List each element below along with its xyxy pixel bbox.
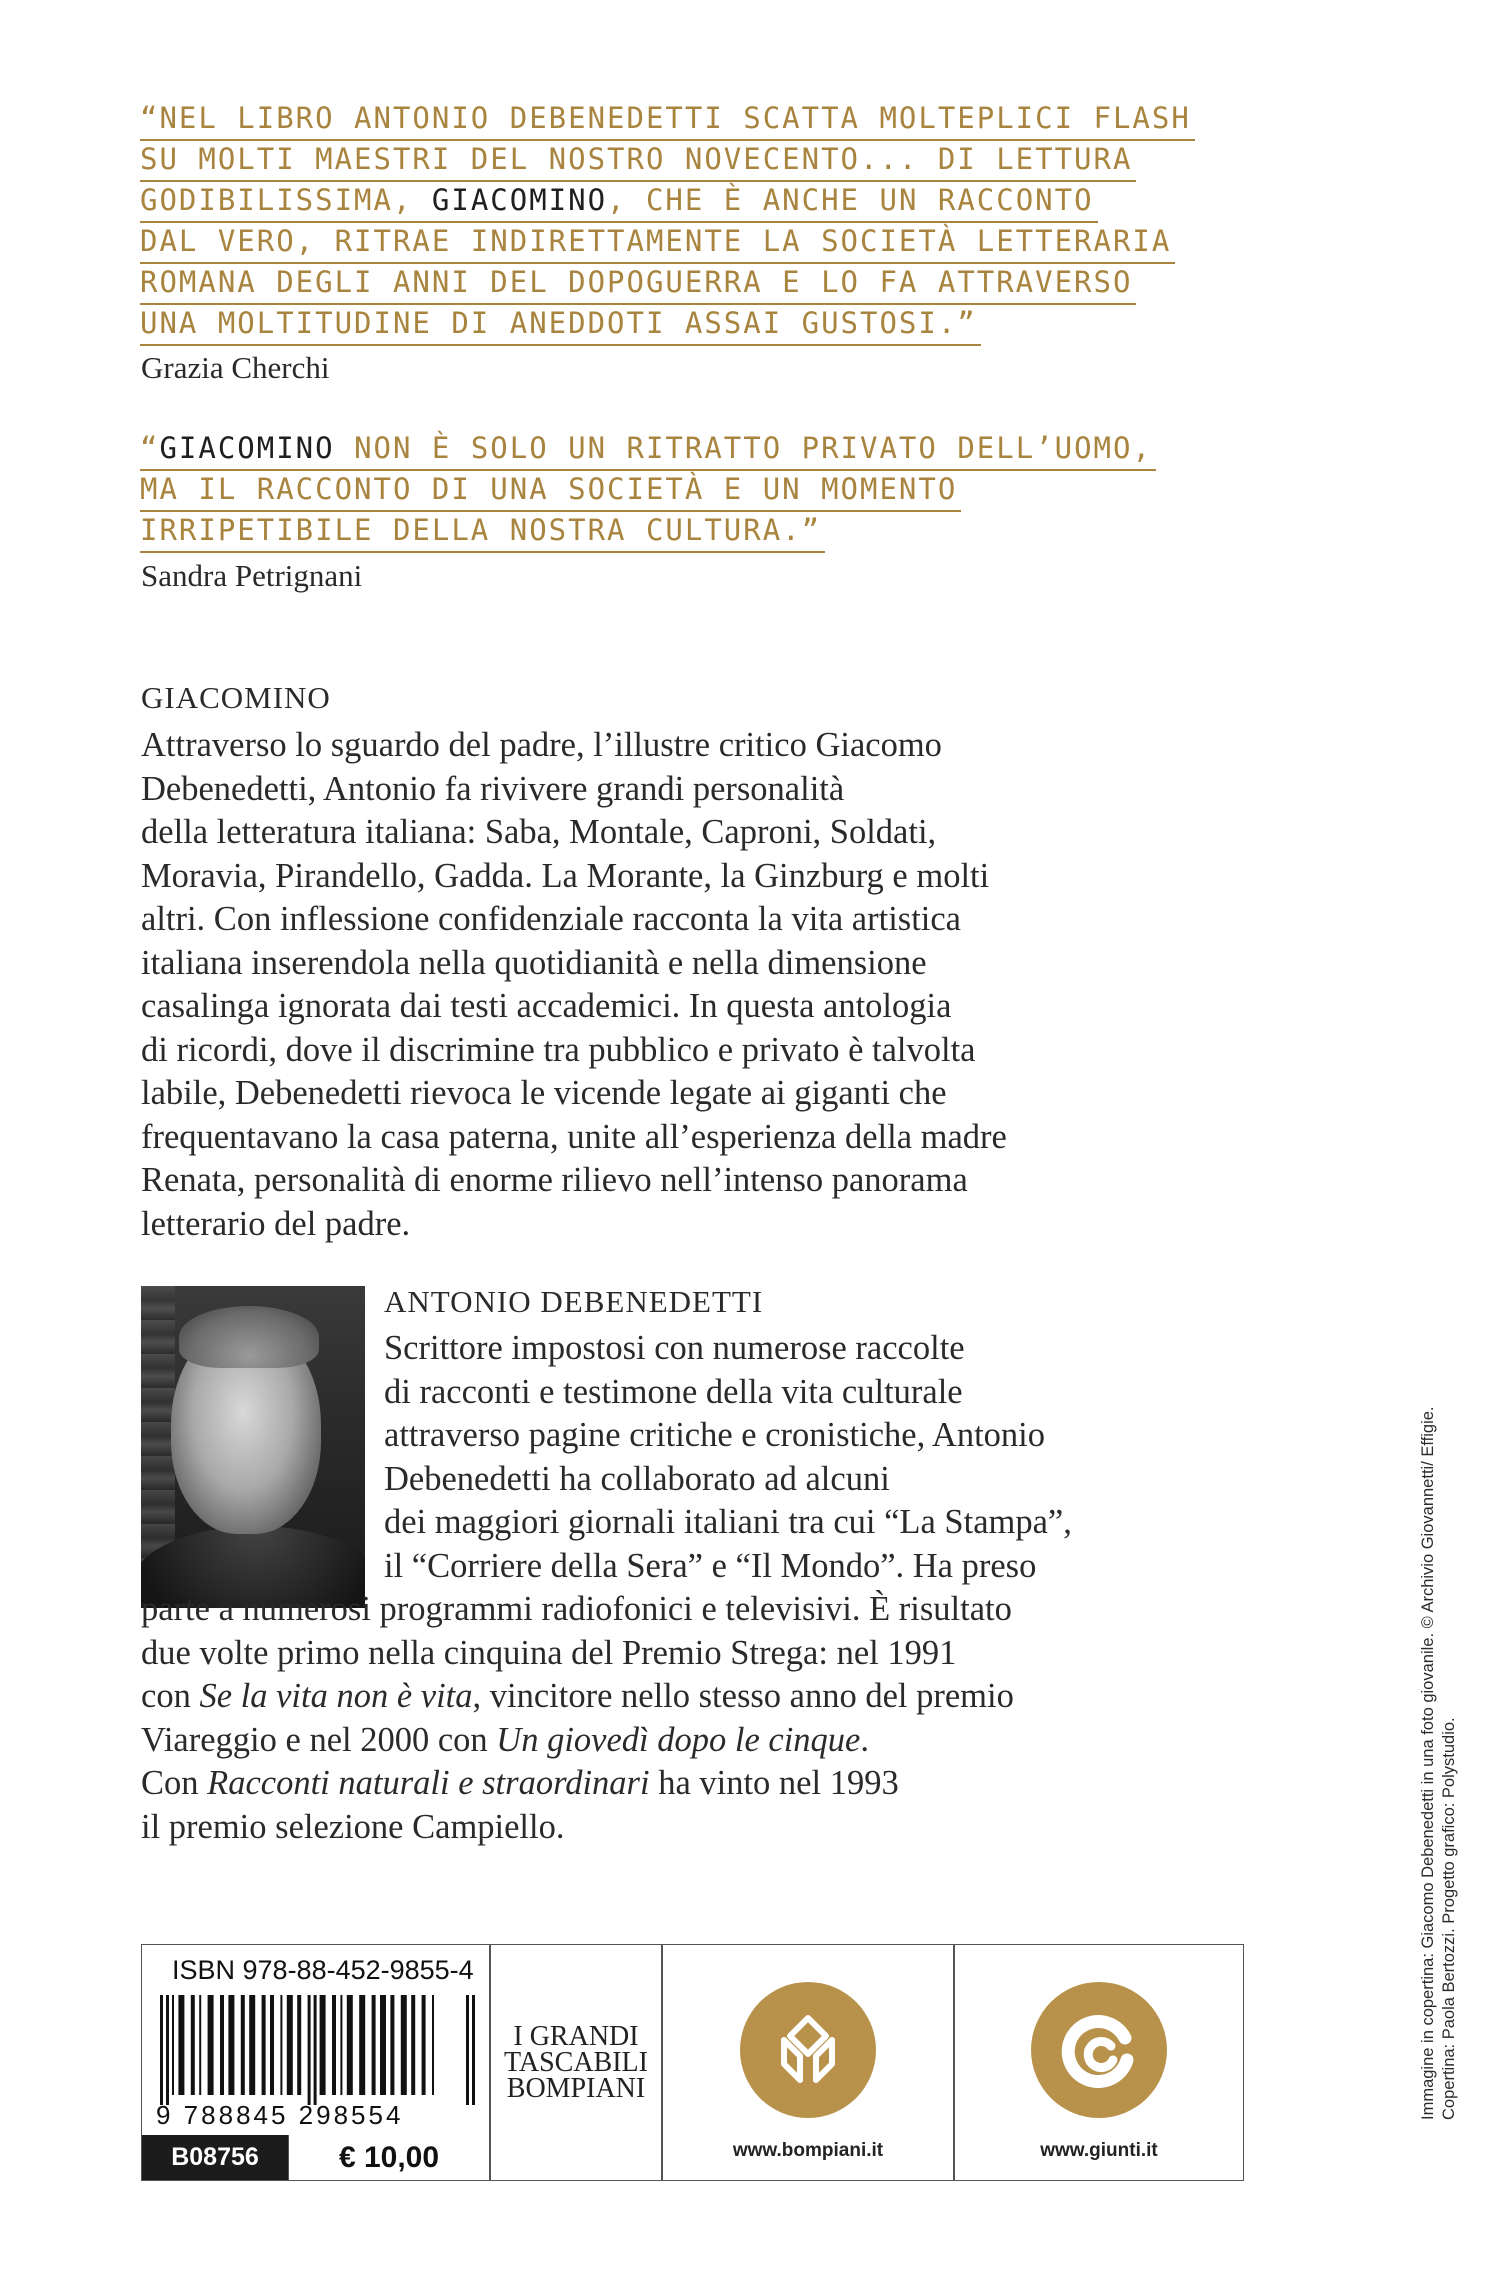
barcode-bar xyxy=(422,1995,426,2095)
bio-line: il premio selezione Campiello. xyxy=(141,1807,565,1846)
price: € 10,00 xyxy=(288,2135,489,2180)
bio-line: di racconti e testimone della vita culturale xyxy=(384,1372,963,1411)
synopsis-line: frequentavano la casa paterna, unite all’esperienza della madre xyxy=(141,1117,1007,1156)
barcode-bar xyxy=(280,1995,282,2095)
author-photo xyxy=(141,1286,365,1608)
bio-line: attraverso pagine critiche e cronistiche, Antonio xyxy=(384,1416,1046,1454)
barcode-bar xyxy=(390,1995,394,2095)
quote-2-line: MA IL RACCONTO DI UNA SOCIETÀ E UN MOMENTO xyxy=(140,469,961,512)
barcode xyxy=(158,1995,478,2105)
series-name xyxy=(492,1945,660,2180)
bio-line: Debenedetti ha collaborato ad alcuni xyxy=(384,1459,890,1498)
quote-1-line: “NEL LIBRO ANTONIO DEBENEDETTI SCATTA MOLTEPLICI FLASH xyxy=(140,98,1195,141)
author-bio-full-width xyxy=(141,1588,1014,1849)
barcode-bar xyxy=(208,1995,214,2095)
barcode-bar xyxy=(172,1995,174,2095)
author-bio-beside-photo xyxy=(384,1327,1072,1588)
guard-bar xyxy=(308,1995,311,2105)
bio-line: parte a numerosi programmi radiofonici e televisivi. È risultato xyxy=(141,1590,1012,1628)
bio-line: il “Corriere della Sera” e “Il Mondo”. Ha preso xyxy=(384,1546,1037,1585)
synopsis-line: della letteratura italiana: Saba, Montale, Caproni, Soldati, xyxy=(141,813,937,851)
barcode-bar xyxy=(241,1995,245,2095)
synopsis-line: di ricordi, dove il discrimine tra pubblico e privato è talvolta xyxy=(141,1030,976,1069)
barcode-bar xyxy=(270,1995,274,2095)
barcode-bar xyxy=(332,1995,336,2095)
quote-1-line: GODIBILISSIMA, GIACOMINO, CHE È ANCHE UN RACCONTO xyxy=(140,180,1098,223)
barcode-bar xyxy=(287,1995,293,2095)
quote-1-line: SU MOLTI MAESTRI DEL NOSTRO NOVECENTO... DI LETTURA xyxy=(140,139,1136,182)
bompiani-block xyxy=(663,1945,953,2180)
quote-1-line: UNA MOLTITUDINE DI ANEDDOTI ASSAI GUSTOSI.” xyxy=(140,303,981,346)
book-title-heading: GIACOMINO xyxy=(141,680,331,715)
bio-line: due volte primo nella cinquina del Premio Strega: nel 1991 xyxy=(141,1633,957,1672)
barcode-bar xyxy=(191,1995,195,2095)
bio-line: Scrittore impostosi con numerose raccolte xyxy=(384,1329,965,1367)
guard-bar xyxy=(466,1995,469,2105)
cover-credits xyxy=(1418,1406,1458,2130)
synopsis-line: casalinga ignorata dai testi accademici. In questa antologia xyxy=(141,987,952,1025)
barcode-bar xyxy=(432,1995,434,2095)
barcode-bar xyxy=(262,1995,266,2095)
barcode-bar xyxy=(340,1995,342,2095)
bompiani-logo-icon xyxy=(738,1980,878,2120)
synopsis-line: altri. Con inflessione confidenziale racconta la vita artistica xyxy=(141,900,961,938)
guard-bar xyxy=(166,1995,169,2105)
barcode-bar xyxy=(320,1995,326,2095)
bompiani-url: www.bompiani.it xyxy=(732,2140,884,2161)
author-name-heading: ANTONIO DEBENEDETTI xyxy=(384,1284,764,1319)
synopsis-line: Moravia, Pirandello, Gadda. La Morante, la Ginzburg e molti xyxy=(141,856,990,895)
product-code: B08756 xyxy=(142,2135,288,2180)
bio-line: con Se la vita non è vita, vincitore nello stesso anno del premio xyxy=(141,1677,1014,1715)
barcode-box xyxy=(141,1944,1244,2181)
quote-1-author: Grazia Cherchi xyxy=(141,350,330,385)
synopsis-line: labile, Debenedetti rievoca le vicende legate ai giganti che xyxy=(141,1074,947,1112)
quote-1-line: ROMANA DEGLI ANNI DEL DOPOGUERRA E LO FA ATTRAVERSO xyxy=(140,262,1136,305)
series-line-1: I GRANDI xyxy=(513,2020,639,2052)
barcode-bar xyxy=(220,1995,224,2095)
series-line-2: TASCABILI xyxy=(504,2046,648,2078)
quote-1-line: DAL VERO, RITRAE INDIRETTAMENTE LA SOCIETÀ LETTERARIA xyxy=(140,221,1175,264)
synopsis-line: Debenedetti, Antonio fa rivivere grandi personalità xyxy=(141,769,845,808)
barcode-bar xyxy=(380,1995,386,2095)
barcode-bar xyxy=(199,1995,201,2095)
giunti-url: www.giunti.it xyxy=(1040,2140,1158,2161)
quote-2-line: IRRIPETIBILE DELLA NOSTRA CULTURA.” xyxy=(140,510,825,553)
synopsis-line: italiana inserendola nella quotidianità e nella dimensione xyxy=(141,943,927,982)
guard-bar xyxy=(472,1995,475,2105)
synopsis-line: Attraverso lo sguardo del padre, l’illustre critico Giacomo xyxy=(141,726,942,764)
quote-2-author: Sandra Petrignani xyxy=(141,558,363,593)
isbn-label: ISBN 978-88-452-9855-4 xyxy=(172,1955,474,1985)
barcode-bar xyxy=(178,1995,184,2095)
barcode-bar xyxy=(228,1995,234,2095)
barcode-digits: 9 788845 298554 xyxy=(156,2100,404,2130)
synopsis-line: Renata, personalità di enorme rilievo nell’intenso panorama xyxy=(141,1161,968,1199)
barcode-bar xyxy=(359,1995,365,2095)
guard-bar xyxy=(314,1995,317,2105)
series-line-3: BOMPIANI xyxy=(506,2072,646,2104)
cover-image-credit: Immagine in copertina: Giacomo Debenedetti in una foto giovanile. © Archivio Giovannetti/ Effigie. xyxy=(1419,1406,1437,2120)
barcode-bar xyxy=(347,1995,353,2095)
barcode-bar xyxy=(372,1995,376,2095)
giunti-block xyxy=(955,1945,1243,2180)
synopsis-line: letterario del padre. xyxy=(141,1204,411,1243)
bio-line: Con Racconti naturali e straordinari ha vinto nel 1993 xyxy=(141,1764,899,1802)
barcode-bar xyxy=(297,1995,301,2095)
quote-2-line: “GIACOMINO NON È SOLO UN RITRATTO PRIVATO DELL’UOMO, xyxy=(140,428,1156,471)
design-credit: Copertina: Paola Bertozzi. Progetto grafico: Polystudio. xyxy=(1440,1717,1458,2120)
synopsis-text xyxy=(141,724,1007,1246)
guard-bar xyxy=(160,1995,163,2105)
barcode-bar xyxy=(249,1995,255,2095)
barcode-bar xyxy=(401,1995,407,2095)
bio-line: Viareggio e nel 2000 con Un giovedì dopo le cinque. xyxy=(141,1720,869,1759)
bio-line: dei maggiori giornali italiani tra cui “La Stampa”, xyxy=(384,1503,1072,1541)
giunti-logo-icon xyxy=(1029,1980,1169,2120)
barcode-bar xyxy=(411,1995,415,2095)
